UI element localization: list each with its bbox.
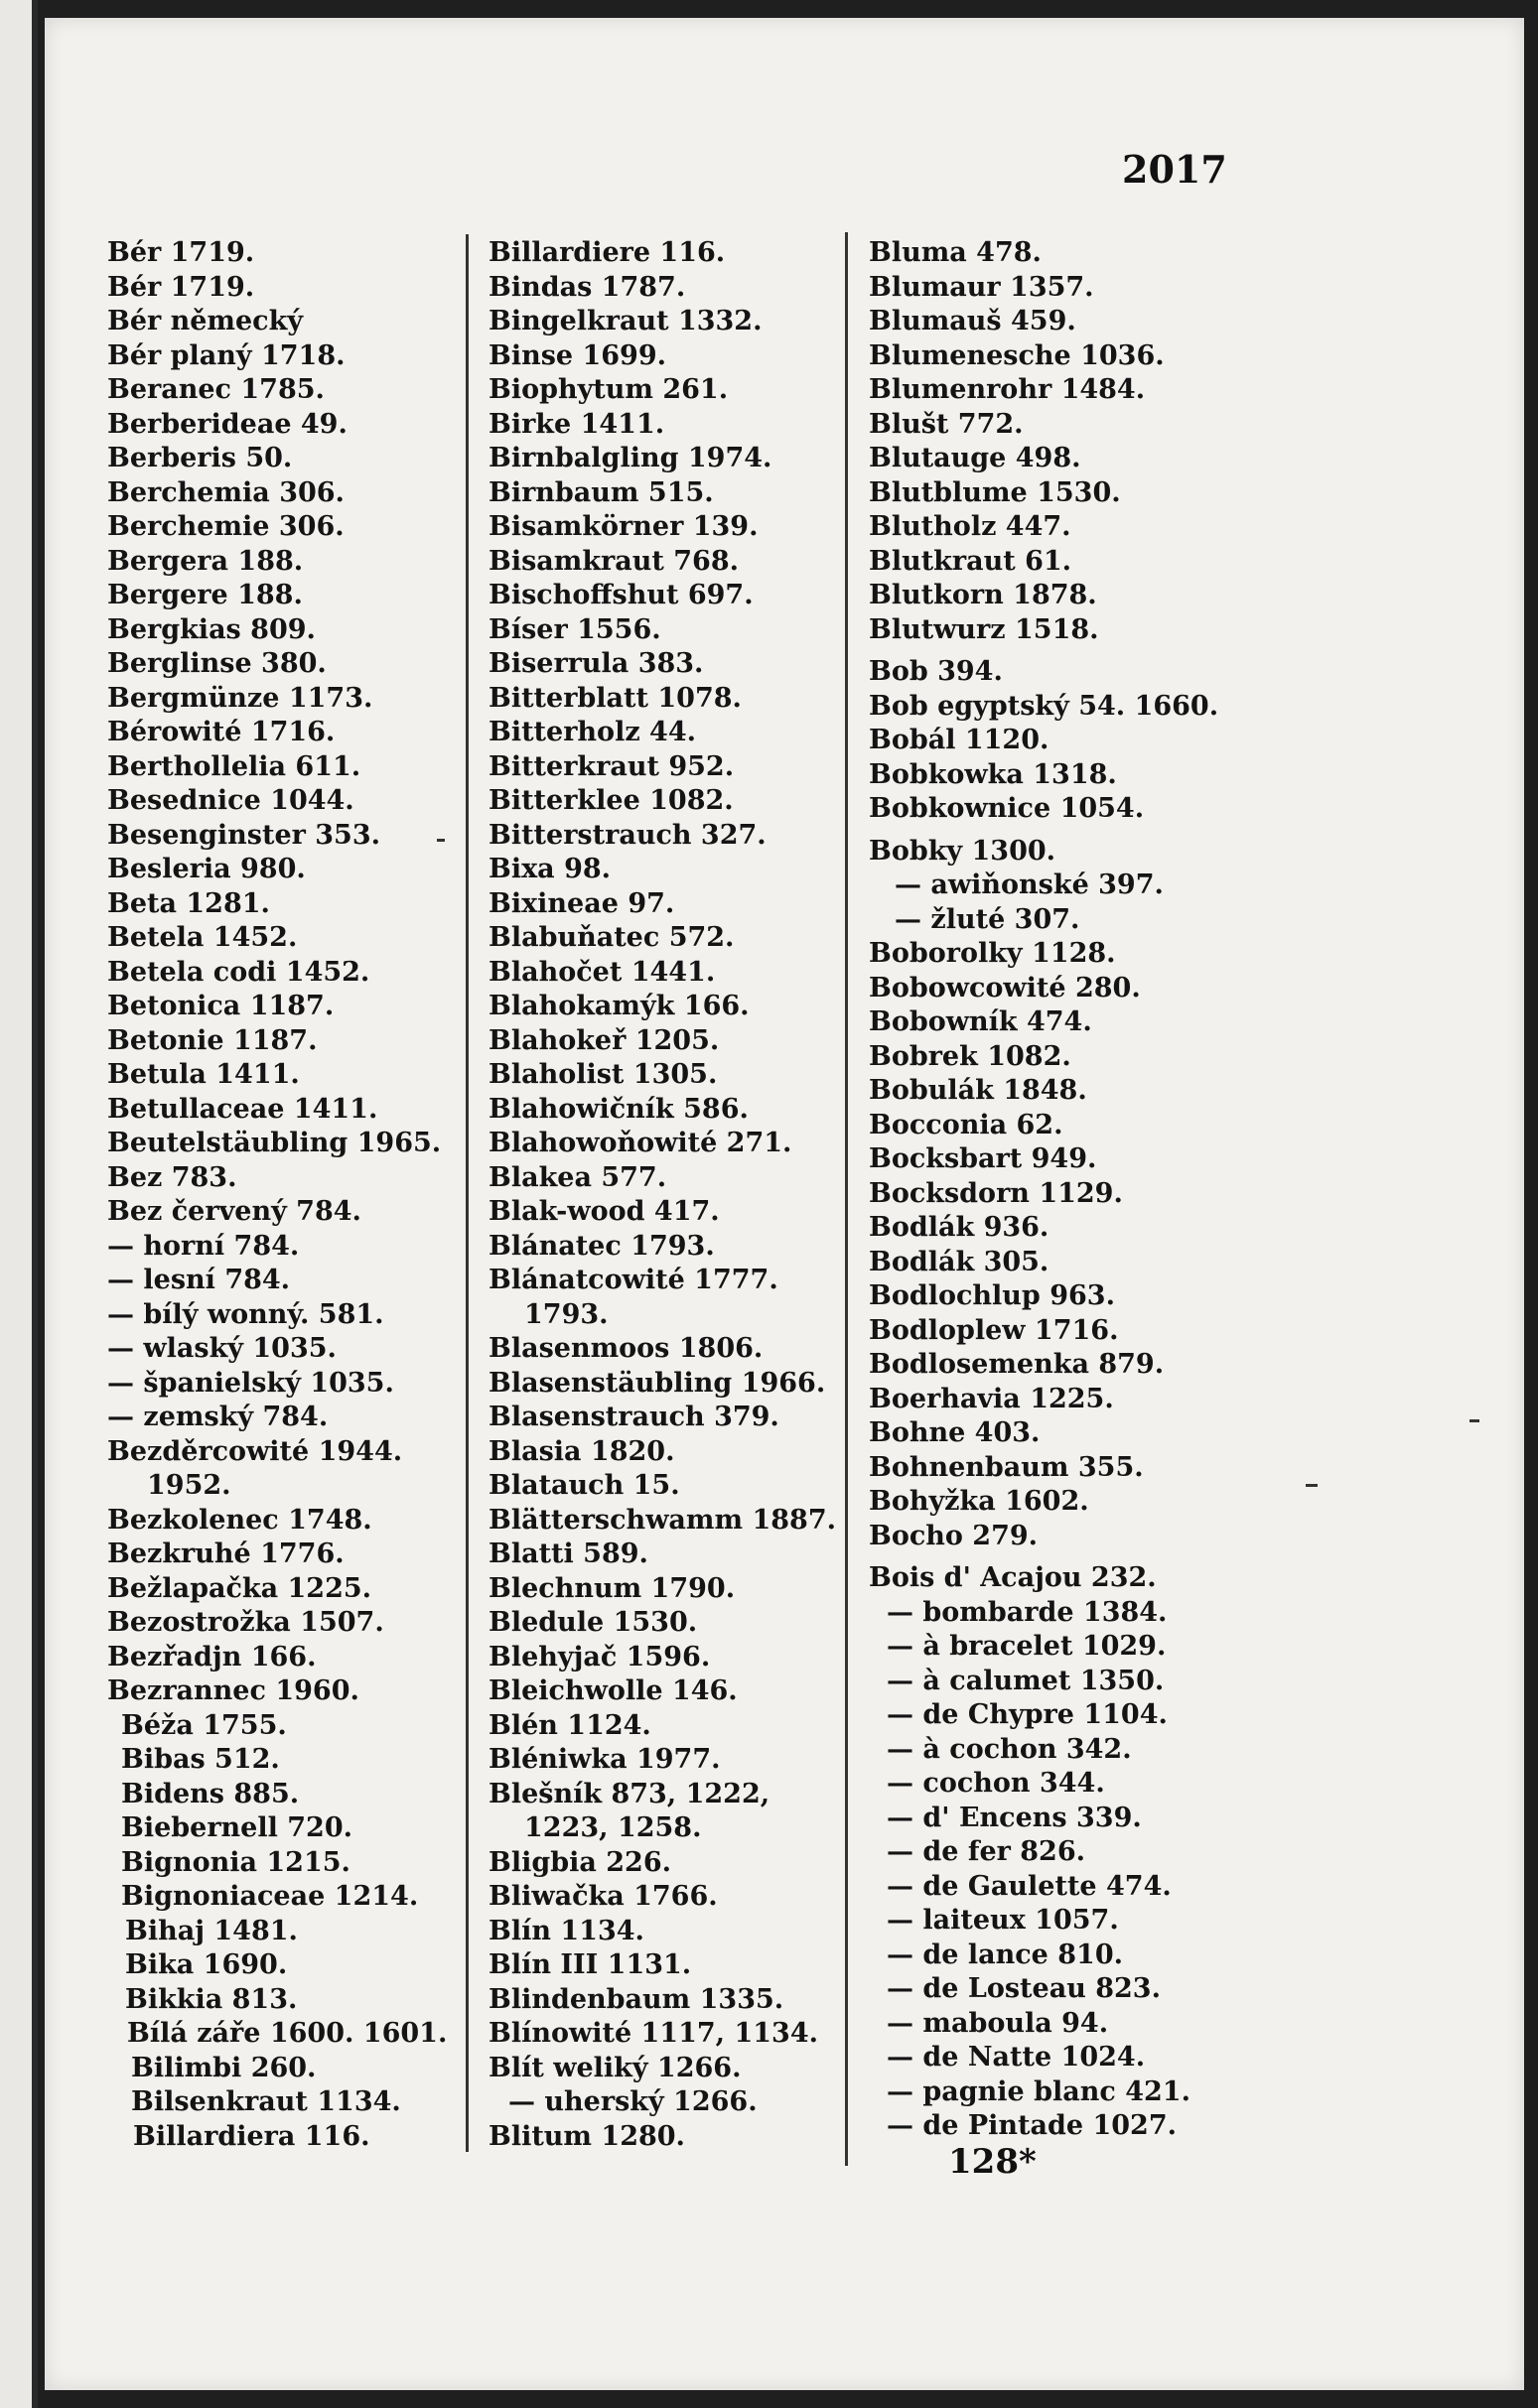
- index-entry: Bez červený 784.: [107, 1196, 361, 1227]
- index-column-2: [489, 236, 846, 2154]
- index-entry: Berberideae 49.: [107, 408, 348, 440]
- index-entry: Blutblume 1530.: [869, 476, 1121, 508]
- index-entry: Besenginster 353.: [107, 819, 381, 851]
- index-entry: Bergkias 809.: [107, 613, 316, 645]
- index-entry: — de Pintade 1027.: [887, 2110, 1178, 2141]
- index-entry: Bilimbi 260.: [131, 2052, 317, 2083]
- index-entry: — španielský 1035.: [107, 1367, 394, 1399]
- index-entry: Biophytum 261.: [489, 374, 729, 405]
- index-entry: Berchemia 306.: [107, 476, 345, 508]
- index-entry: Blušt 772.: [869, 408, 1024, 440]
- index-entry: Blatauch 15.: [489, 1470, 680, 1501]
- index-entry: Bitterholz 44.: [489, 717, 697, 747]
- index-entry: Betela codi 1452.: [107, 956, 370, 988]
- index-entry: 1793.: [524, 1298, 609, 1330]
- index-entry: Bleichwolle 146.: [489, 1675, 738, 1706]
- index-entry: Blaholist 1305.: [489, 1059, 718, 1090]
- index-entry: — wlaský 1035.: [107, 1333, 337, 1364]
- index-entry: — à calumet 1350.: [887, 1665, 1165, 1696]
- index-entry: — bílý wonný. 581.: [107, 1298, 384, 1330]
- index-entry: Bér 1719.: [107, 237, 255, 268]
- index-entry: Boerhavia 1225.: [869, 1383, 1114, 1414]
- index-entry: — maboula 94.: [887, 2007, 1109, 2039]
- index-entry: Blutwurz 1518.: [869, 613, 1099, 645]
- index-entry: Bodloplew 1716.: [869, 1314, 1119, 1346]
- index-entry: — pagnie blanc 421.: [887, 2075, 1190, 2107]
- index-entry: Bezrannec 1960.: [107, 1675, 359, 1706]
- index-entry: Bligbia 226.: [489, 1846, 672, 1878]
- index-entry: Blutauge 498.: [869, 443, 1081, 473]
- index-entry: Bohnenbaum 355.: [869, 1451, 1144, 1483]
- index-entry: Bindas 1787.: [489, 271, 686, 303]
- index-entry: — žluté 307.: [895, 903, 1080, 935]
- index-entry: Blasenmoos 1806.: [489, 1333, 764, 1364]
- index-entry: Beta 1281.: [107, 887, 270, 919]
- index-entry: Bilsenkraut 1134.: [131, 2086, 401, 2117]
- index-entry: — de Gaulette 474.: [887, 1870, 1172, 1902]
- index-entry: Bisamkraut 768.: [489, 545, 740, 577]
- index-entry: Bitterklee 1082.: [489, 785, 734, 816]
- index-entry: Blitum 1280.: [489, 2120, 685, 2152]
- index-entry: Bignonia 1215.: [121, 1846, 350, 1878]
- index-entry: — laiteux 1057.: [887, 1905, 1119, 1936]
- index-entry: Bibas 512.: [121, 1744, 280, 1775]
- index-entry: — awiňonské 397.: [895, 870, 1164, 900]
- index-entry: Bitterstrauch 327.: [489, 819, 767, 851]
- index-entry: Bér německý: [107, 306, 304, 336]
- index-entry: Blešník 873, 1222,: [489, 1778, 770, 1809]
- index-entry: Birnbaum 515.: [489, 476, 714, 508]
- index-column-3: [869, 236, 1246, 2144]
- index-entry: Blín 1134.: [489, 1915, 644, 1946]
- index-entry: Besednice 1044.: [107, 785, 354, 816]
- adjacent-page-edge: [0, 0, 38, 2408]
- index-entry: Bluma 478.: [869, 237, 1042, 268]
- index-entry: Blutholz 447.: [869, 511, 1071, 542]
- index-entry: Birnbalgling 1974.: [489, 443, 772, 473]
- index-entry: — d' Encens 339.: [887, 1802, 1142, 1833]
- index-entry: — zemský 784.: [107, 1402, 329, 1432]
- index-entry: Blutkorn 1878.: [869, 580, 1097, 610]
- index-entry: Bezřadjn 166.: [107, 1641, 317, 1672]
- index-entry: — de Chypre 1104.: [887, 1699, 1168, 1730]
- index-entry: Bobál 1120.: [869, 725, 1049, 755]
- index-entry: Blutkraut 61.: [869, 545, 1072, 577]
- index-entry: Bidens 885.: [121, 1778, 300, 1809]
- index-entry: Bocksbart 949.: [869, 1143, 1097, 1174]
- index-entry: Bér planý 1718.: [107, 339, 346, 371]
- index-entry: Blumenrohr 1484.: [869, 374, 1146, 405]
- index-entry: Blahowoňowité 271.: [489, 1128, 792, 1158]
- index-column-1: [107, 236, 475, 2154]
- index-entry: Bohyžka 1602.: [869, 1486, 1089, 1517]
- index-entry: 1952.: [147, 1470, 231, 1501]
- index-entry: — horní 784.: [107, 1230, 300, 1262]
- ink-speck: [1469, 1419, 1479, 1422]
- index-entry: — à bracelet 1029.: [887, 1631, 1167, 1662]
- index-entry: Bikkia 813.: [125, 1983, 298, 2015]
- index-entry: Betullaceae 1411.: [107, 1093, 378, 1125]
- index-entry: Bléniwka 1977.: [489, 1744, 721, 1775]
- index-entry: — uherský 1266.: [508, 2086, 758, 2117]
- ink-speck: [437, 839, 445, 842]
- index-entry: Bodlochlup 963.: [869, 1280, 1115, 1311]
- index-entry: Birke 1411.: [489, 408, 665, 440]
- index-entry: Bezděrcowité 1944.: [107, 1435, 403, 1467]
- index-entry: — lesní 784.: [107, 1265, 291, 1295]
- index-entry: Blindenbaum 1335.: [489, 1983, 784, 2015]
- index-entry: Blumaur 1357.: [869, 271, 1094, 303]
- index-entry: Blatti 589.: [489, 1538, 648, 1569]
- signature-mark: 128*: [948, 2142, 1037, 2182]
- index-entry: Blít weliký 1266.: [489, 2052, 742, 2083]
- index-entry: Blehyjač 1596.: [489, 1641, 711, 1672]
- index-entry: Blätterschwamm 1887.: [489, 1504, 837, 1536]
- index-entry: Blahowičník 586.: [489, 1093, 749, 1125]
- column-divider: [845, 232, 848, 2166]
- index-entry: Bergera 188.: [107, 545, 304, 577]
- index-entry: Beranec 1785.: [107, 374, 325, 405]
- index-entry: Berchemie 306.: [107, 511, 345, 542]
- index-entry: Beutelstäubling 1965.: [107, 1128, 442, 1158]
- index-entry: Berthollelia 611.: [107, 750, 361, 782]
- index-entry: — de Natte 1024.: [887, 2042, 1146, 2073]
- index-entry: Bér 1719.: [107, 271, 255, 303]
- index-entry: Blahokeř 1205.: [489, 1024, 720, 1056]
- index-entry: Bitterblatt 1078.: [489, 682, 742, 714]
- index-entry: Bob 394.: [869, 656, 1003, 687]
- index-entry: Bliwačka 1766.: [489, 1881, 718, 1912]
- page-number: 2017: [1122, 147, 1227, 192]
- index-entry: Bobrek 1082.: [869, 1040, 1071, 1072]
- index-entry: Bihaj 1481.: [125, 1915, 298, 1946]
- index-entry: Béža 1755.: [121, 1709, 287, 1741]
- index-entry: Bezkruhé 1776.: [107, 1538, 345, 1569]
- index-entry: Bixineae 97.: [489, 887, 675, 919]
- index-entry: Biserrula 383.: [489, 648, 704, 679]
- index-entry: Berberis 50.: [107, 443, 293, 473]
- index-entry: Betonie 1187.: [107, 1024, 318, 1056]
- index-entry: Bobowcowité 280.: [869, 972, 1141, 1003]
- index-entry: — de Losteau 823.: [887, 1973, 1161, 2004]
- index-entry: Blumenesche 1036.: [869, 339, 1165, 371]
- index-entry: Bobkowka 1318.: [869, 758, 1117, 790]
- index-entry: Billardiere 116.: [489, 237, 726, 268]
- index-entry: Blak-wood 417.: [489, 1196, 720, 1227]
- index-entry: Bledule 1530.: [489, 1607, 698, 1638]
- index-entry: Bergmünze 1173.: [107, 682, 373, 714]
- index-entry: Blánatcowité 1777.: [489, 1265, 778, 1295]
- index-entry: Bílá záře 1600. 1601.: [127, 2018, 448, 2049]
- index-entry: Bobowník 474.: [869, 1006, 1092, 1037]
- index-entry: Blabuňatec 572.: [489, 922, 735, 953]
- index-entry: Bergere 188.: [107, 580, 303, 610]
- index-entry: Bixa 98.: [489, 854, 612, 884]
- index-entry: 1223, 1258.: [524, 1812, 702, 1843]
- index-entry: Bíser 1556.: [489, 613, 661, 645]
- index-entry: — de fer 826.: [887, 1836, 1086, 1867]
- index-entry: Blumauš 459.: [869, 306, 1076, 336]
- index-entry: Bocho 279.: [869, 1520, 1039, 1551]
- index-entry: Blínowité 1117, 1134.: [489, 2018, 819, 2049]
- index-entry: Besleria 980.: [107, 854, 306, 884]
- index-entry: Bika 1690.: [125, 1949, 288, 1980]
- index-entry: Bocconia 62.: [869, 1109, 1063, 1140]
- index-entry: Blasia 1820.: [489, 1435, 675, 1467]
- index-entry: Boborolky 1128.: [869, 938, 1116, 969]
- index-entry: Bezkolenec 1748.: [107, 1504, 372, 1536]
- index-entry: Bobkownice 1054.: [869, 793, 1145, 824]
- index-entry: Bois d' Acajou 232.: [869, 1562, 1157, 1593]
- index-entry: Bingelkraut 1332.: [489, 306, 763, 336]
- index-entry: Bob egyptský 54. 1660.: [869, 690, 1219, 722]
- index-entry: Blechnum 1790.: [489, 1572, 736, 1604]
- index-entry: Biebernell 720.: [121, 1812, 353, 1843]
- index-entry: Blasenstäubling 1966.: [489, 1367, 826, 1399]
- index-entry: Bocksdorn 1129.: [869, 1177, 1123, 1209]
- index-entry: — cochon 344.: [887, 1768, 1105, 1799]
- index-entry: Bodlosemenka 879.: [869, 1349, 1165, 1380]
- index-entry: Blahokamýk 166.: [489, 991, 750, 1021]
- index-entry: Blasenstrauch 379.: [489, 1402, 779, 1432]
- index-entry: Betela 1452.: [107, 922, 298, 953]
- index-entry: Betula 1411.: [107, 1059, 300, 1090]
- index-entry: Billardiera 116.: [133, 2120, 370, 2152]
- index-entry: Berglinse 380.: [107, 648, 327, 679]
- index-entry: Bitterkraut 952.: [489, 750, 735, 782]
- index-entry: Bežlapačka 1225.: [107, 1572, 372, 1604]
- index-entry: Blakea 577.: [489, 1161, 667, 1193]
- index-entry: Bohne 403.: [869, 1417, 1041, 1448]
- index-entry: Bezostrožka 1507.: [107, 1607, 384, 1638]
- index-entry: Blén 1124.: [489, 1709, 651, 1741]
- index-entry: Betonica 1187.: [107, 991, 335, 1021]
- ink-speck: [1306, 1484, 1318, 1487]
- index-entry: Bodlák 305.: [869, 1246, 1049, 1277]
- index-entry: Bérowité 1716.: [107, 717, 336, 747]
- index-entry: Bignoniaceae 1214.: [121, 1881, 419, 1912]
- index-entry: Bisamkörner 139.: [489, 511, 759, 542]
- index-entry: Blín III 1131.: [489, 1949, 692, 1980]
- index-entry: — bombarde 1384.: [887, 1596, 1168, 1628]
- index-entry: Binse 1699.: [489, 339, 667, 371]
- index-entry: — de lance 810.: [887, 1939, 1124, 1970]
- column-divider: [466, 234, 469, 2152]
- index-entry: Blánatec 1793.: [489, 1230, 715, 1262]
- index-entry: Bez 783.: [107, 1161, 237, 1193]
- index-entry: Bischoffshut 697.: [489, 580, 754, 610]
- index-entry: Bodlák 936.: [869, 1212, 1049, 1243]
- index-entry: — à cochon 342.: [887, 1733, 1132, 1765]
- index-entry: Bobulák 1848.: [869, 1075, 1087, 1106]
- index-entry: Blahočet 1441.: [489, 956, 716, 988]
- index-entry: Bobky 1300.: [869, 835, 1056, 867]
